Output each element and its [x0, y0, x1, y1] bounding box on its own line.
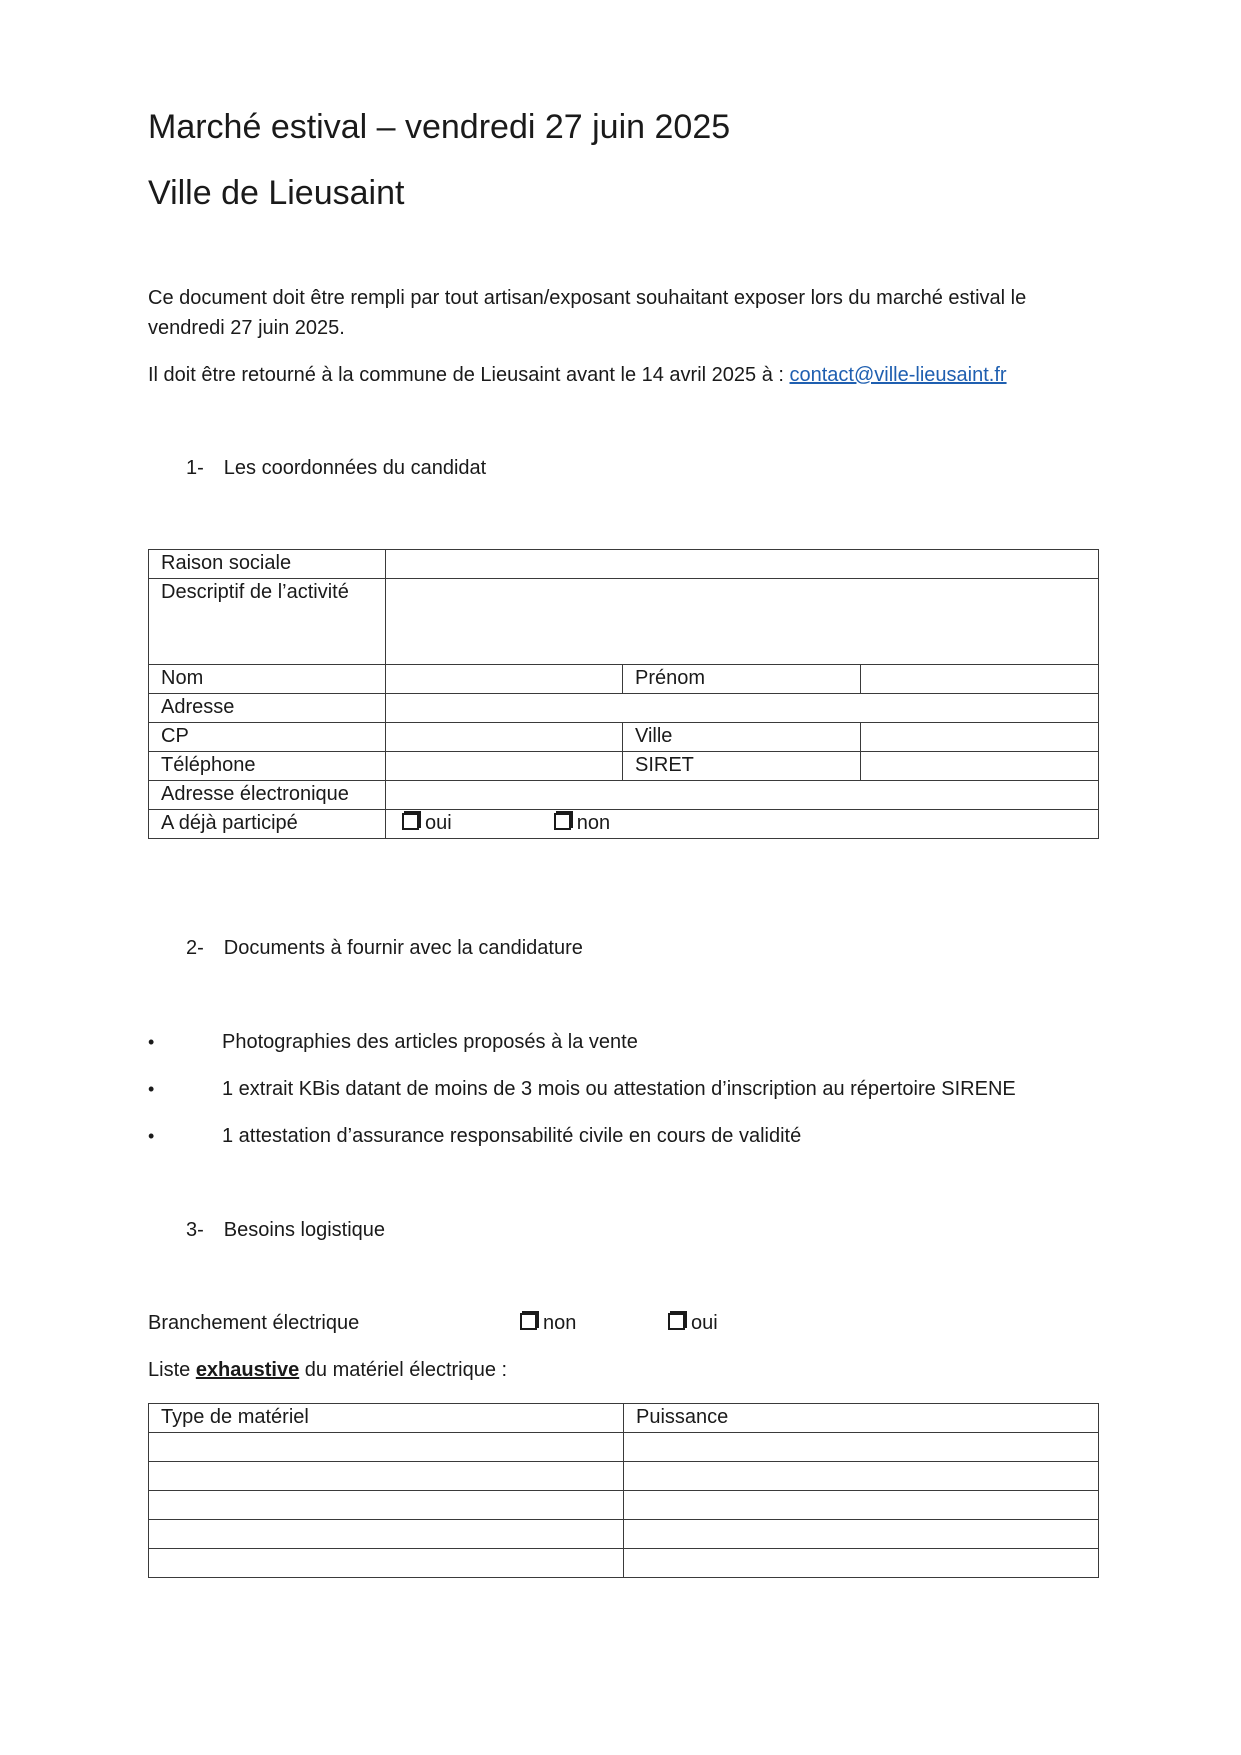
checkbox-icon[interactable]	[668, 1313, 685, 1330]
bullet-icon: •	[148, 1032, 155, 1052]
branchement-oui-option[interactable]	[664, 1308, 718, 1338]
nom-field[interactable]	[386, 665, 623, 694]
contact-email-link[interactable]: contact@ville-lieusaint.fr	[789, 364, 1007, 386]
descriptif-field[interactable]	[386, 579, 1099, 665]
table-row	[149, 1433, 1099, 1462]
prenom-field[interactable]	[861, 665, 1099, 694]
return-text: Il doit être retourné à la commune de Lieusaint avant le 14 avril 2025 à :	[148, 364, 790, 386]
cp-label: CP	[149, 723, 386, 752]
puissance-cell[interactable]	[624, 1491, 1099, 1520]
section-2-number: 2-	[186, 937, 204, 959]
type-materiel-cell[interactable]	[149, 1549, 624, 1578]
ville-label: Ville	[623, 723, 861, 752]
document-item-1: Photographies des articles proposés à la vente	[222, 1031, 638, 1053]
liste-suffix: du matériel électrique :	[299, 1359, 508, 1381]
branchement-non-option[interactable]	[516, 1308, 576, 1338]
type-materiel-header: Type de matériel	[149, 1404, 624, 1433]
puissance-cell[interactable]	[624, 1433, 1099, 1462]
table-row	[149, 1491, 1099, 1520]
branchement-oui-label: oui	[691, 1312, 718, 1334]
document-item-3: 1 attestation d’assurance responsabilité civile en cours de validité	[222, 1125, 802, 1147]
puissance-cell[interactable]	[624, 1549, 1099, 1578]
participe-oui-label: oui	[425, 812, 452, 834]
intro-line-2: vendredi 27 juin 2025.	[148, 317, 345, 339]
section-2-heading	[186, 933, 583, 963]
type-materiel-cell[interactable]	[149, 1433, 624, 1462]
section-3-heading	[186, 1215, 385, 1245]
branchement-label: Branchement électrique	[148, 1312, 360, 1334]
adresse-label: Adresse	[149, 694, 386, 723]
page-title: Marché estival – vendredi 27 juin 2025	[148, 108, 731, 146]
checkbox-icon[interactable]	[402, 813, 419, 830]
deja-participe-options	[386, 810, 1099, 839]
table-row	[149, 1520, 1099, 1549]
raison-sociale-field[interactable]	[386, 550, 1099, 579]
section-1-title: Les coordonnées du candidat	[223, 457, 487, 479]
section-2-title: Documents à fournir avec la candidature	[223, 937, 583, 959]
email-label: Adresse électronique	[149, 781, 386, 810]
telephone-field[interactable]	[386, 752, 623, 781]
section-1-heading	[186, 453, 486, 483]
type-materiel-cell[interactable]	[149, 1462, 624, 1491]
liste-bold: exhaustive	[195, 1359, 300, 1381]
cp-field[interactable]	[386, 723, 623, 752]
participe-non-label: non	[576, 812, 611, 834]
return-instructions	[148, 360, 1007, 390]
table-row	[149, 1462, 1099, 1491]
adresse-field[interactable]	[386, 694, 1099, 723]
section-3-number: 3-	[186, 1219, 204, 1241]
prenom-label: Prénom	[623, 665, 861, 694]
document-item-2: 1 extrait KBis datant de moins de 3 mois ou attestation d’inscription au répertoire SIRENE	[222, 1078, 1016, 1100]
ville-field[interactable]	[861, 723, 1099, 752]
email-field[interactable]	[386, 781, 1099, 810]
page-subtitle: Ville de Lieusaint	[148, 174, 405, 212]
liste-prefix: Liste	[148, 1359, 196, 1381]
liste-materiel-label	[148, 1355, 507, 1385]
intro-line-1: Ce document doit être rempli par tout artisan/exposant souhaitant exposer lors du marché estival le	[148, 287, 1027, 309]
puissance-cell[interactable]	[624, 1462, 1099, 1491]
puissance-header: Puissance	[624, 1404, 1099, 1433]
bullet-icon: •	[148, 1079, 155, 1099]
raison-sociale-label: Raison sociale	[149, 550, 386, 579]
deja-participe-label: A déjà participé	[149, 810, 386, 839]
siret-field[interactable]	[861, 752, 1099, 781]
participe-non-option[interactable]	[550, 812, 610, 834]
type-materiel-cell[interactable]	[149, 1520, 624, 1549]
type-materiel-cell[interactable]	[149, 1491, 624, 1520]
puissance-cell[interactable]	[624, 1520, 1099, 1549]
checkbox-icon[interactable]	[520, 1313, 537, 1330]
table-row	[149, 1549, 1099, 1578]
bullet-icon: •	[148, 1126, 155, 1146]
telephone-label: Téléphone	[149, 752, 386, 781]
descriptif-label: Descriptif de l’activité	[149, 579, 386, 665]
participe-oui-option[interactable]	[398, 812, 452, 834]
section-3-title: Besoins logistique	[223, 1219, 386, 1241]
materiel-table	[148, 1403, 1099, 1578]
section-1-number: 1-	[186, 457, 204, 479]
candidate-form-table	[148, 549, 1099, 839]
checkbox-icon[interactable]	[554, 813, 571, 830]
branchement-non-label: non	[543, 1312, 577, 1334]
siret-label: SIRET	[623, 752, 861, 781]
nom-label: Nom	[149, 665, 386, 694]
